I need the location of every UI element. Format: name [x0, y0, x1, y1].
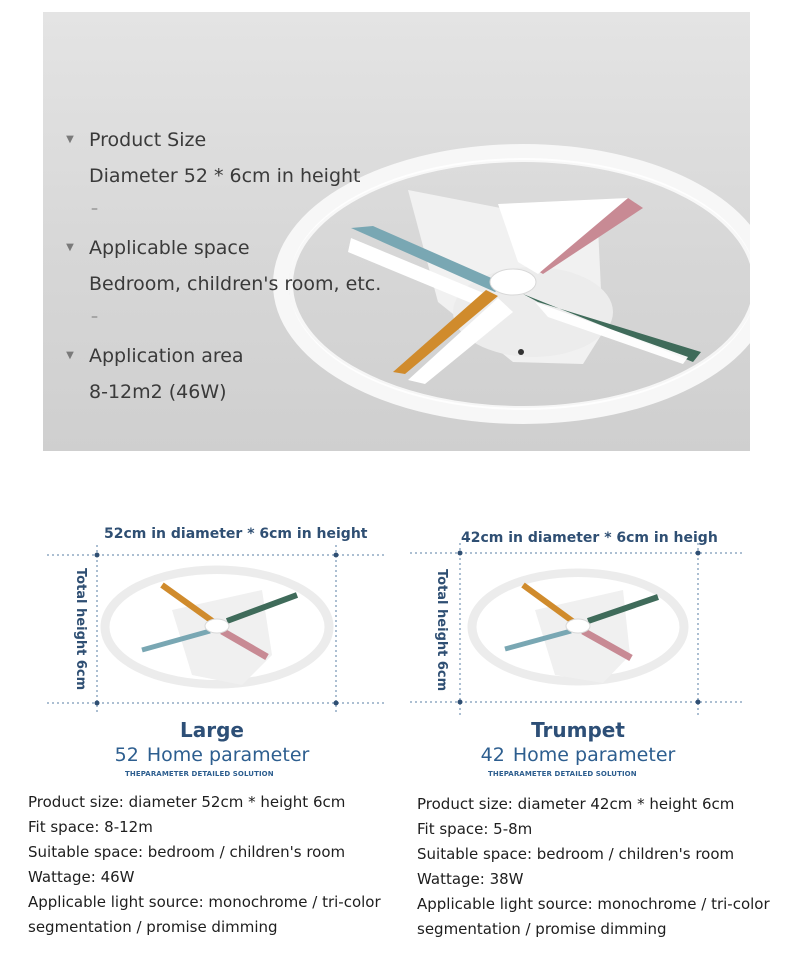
trumpet-tagline: THEPARAMETER DETAILED SOLUTION — [488, 770, 637, 778]
detail-line: Applicable light source: monochrome / tri-color — [417, 895, 770, 913]
large-model-panel — [22, 515, 402, 785]
spec-value: Bedroom, children's room, etc. — [89, 273, 382, 295]
trumpet-size-number: 42 — [480, 744, 505, 766]
large-title: Large — [180, 718, 244, 742]
trumpet-details — [417, 792, 770, 942]
spec-item-size — [63, 122, 381, 158]
triangle-down-icon: ▼ — [66, 242, 74, 253]
triangle-down-icon: ▼ — [66, 350, 74, 361]
spec-label: Applicable space — [89, 237, 250, 259]
detail-line: Wattage: 38W — [417, 870, 524, 888]
large-size-number: 52 — [114, 744, 139, 766]
trumpet-diameter-label: 42cm in diameter * 6cm in heigh — [461, 530, 718, 546]
large-details — [28, 790, 381, 940]
trumpet-model-panel — [385, 515, 765, 785]
detail-line: Suitable space: bedroom / children's room — [417, 845, 735, 863]
detail-line: segmentation / promise dimming — [417, 920, 667, 938]
detail-line: Product size: diameter 52cm * height 6cm — [28, 793, 346, 811]
large-subtitle-text: Home parameter — [146, 744, 310, 766]
trumpet-height-label: Total height 6cm — [434, 569, 449, 692]
spec-item-space — [63, 230, 381, 266]
trumpet-subtitle — [388, 744, 768, 766]
large-diameter-label: 52cm in diameter * 6cm in height — [104, 526, 368, 542]
triangle-down-icon: ▼ — [66, 134, 74, 145]
detail-line: Product size: diameter 42cm * height 6cm — [417, 795, 735, 813]
large-height-label: Total height 6cm — [73, 568, 88, 691]
spec-separator: – — [91, 309, 98, 325]
trumpet-title: Trumpet — [531, 718, 625, 742]
spec-list — [63, 122, 381, 410]
spec-label: Application area — [89, 345, 244, 367]
large-tagline: THEPARAMETER DETAILED SOLUTION — [125, 770, 274, 778]
detail-line: Wattage: 46W — [28, 868, 135, 886]
spec-value: Diameter 52 * 6cm in height — [89, 165, 361, 187]
detail-line: segmentation / promise dimming — [28, 918, 278, 936]
spec-label: Product Size — [89, 129, 207, 151]
large-subtitle — [22, 744, 402, 766]
spec-value: 8-12m2 (46W) — [89, 381, 227, 403]
detail-line: Applicable light source: monochrome / tri-color — [28, 893, 381, 911]
detail-line: Fit space: 8-12m — [28, 818, 153, 836]
spec-separator: – — [91, 201, 98, 217]
detail-line: Suitable space: bedroom / children's room — [28, 843, 346, 861]
spec-item-area — [63, 338, 381, 374]
trumpet-subtitle-text: Home parameter — [512, 744, 676, 766]
detail-line: Fit space: 5-8m — [417, 820, 533, 838]
hero-product-photo — [43, 12, 750, 451]
